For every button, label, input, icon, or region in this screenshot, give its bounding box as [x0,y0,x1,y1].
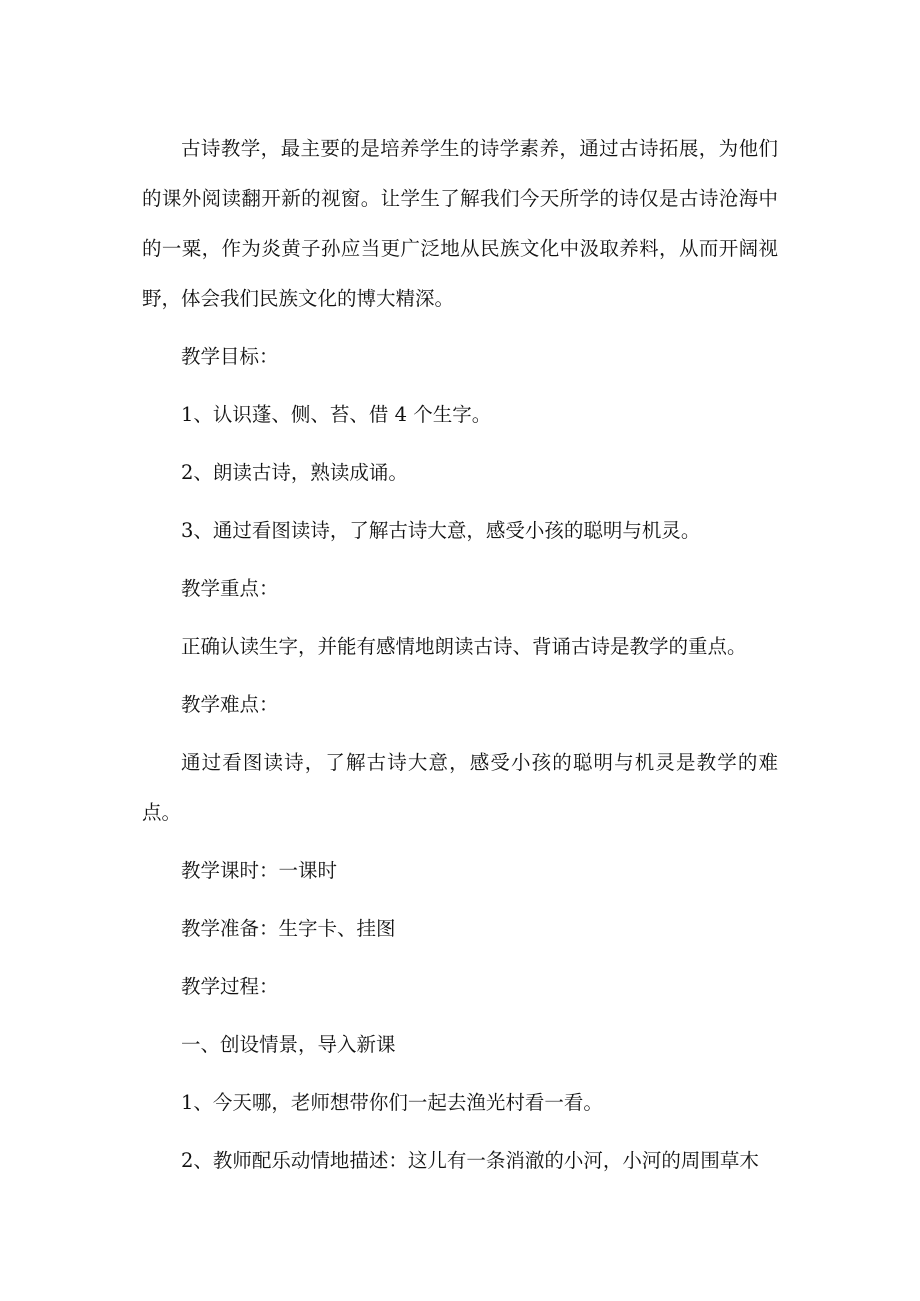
goal-item-3: 3、通过看图读诗，了解古诗大意，感受小孩的聪明与机灵。 [181,519,701,542]
heading-difficulties: 教学难点： [181,693,279,716]
key-points-text: 正确认读生字，并能有感情地朗读古诗、背诵古诗是教学的重点。 [181,635,747,658]
process-item-2: 2、教师配乐动情地描述：这儿有一条消澈的小河，小河的周围草木 [181,1149,759,1172]
goal-item-2: 2、朗读古诗，熟读成诵。 [181,461,408,484]
process-item-1: 1、今天哪，老师想带你们一起去渔光村看一看。 [181,1091,603,1114]
paragraph-intro: 古诗教学，最主要的是培养学生的诗学素养，通过古诗拓展，为他们的课外阅读翻开新的视窗。让学生了解我们今天所学的诗仅是古诗沧海中的一粟，作为炎黄子孙应当更广泛地从民族文化中汲取养料，从而开阔视野，体会我们民族文化的博大精深。 [142,137,778,310]
process-step-1: 一、创设情景，导入新课 [181,1033,396,1056]
heading-key-points: 教学重点： [181,577,279,600]
document-body [142,124,778,1186]
goal-item-1: 1、认识蓬、侧、苔、借 4 个生字。 [181,403,492,426]
heading-process: 教学过程： [181,975,279,998]
preparation-line: 教学准备：生字卡、挂图 [181,917,396,940]
difficulties-text: 通过看图读诗，了解古诗大意，感受小孩的聪明与机灵是教学的难点。 [142,751,778,824]
heading-teaching-goals: 教学目标： [181,345,279,368]
class-hours-line: 教学课时：一课时 [181,859,338,882]
